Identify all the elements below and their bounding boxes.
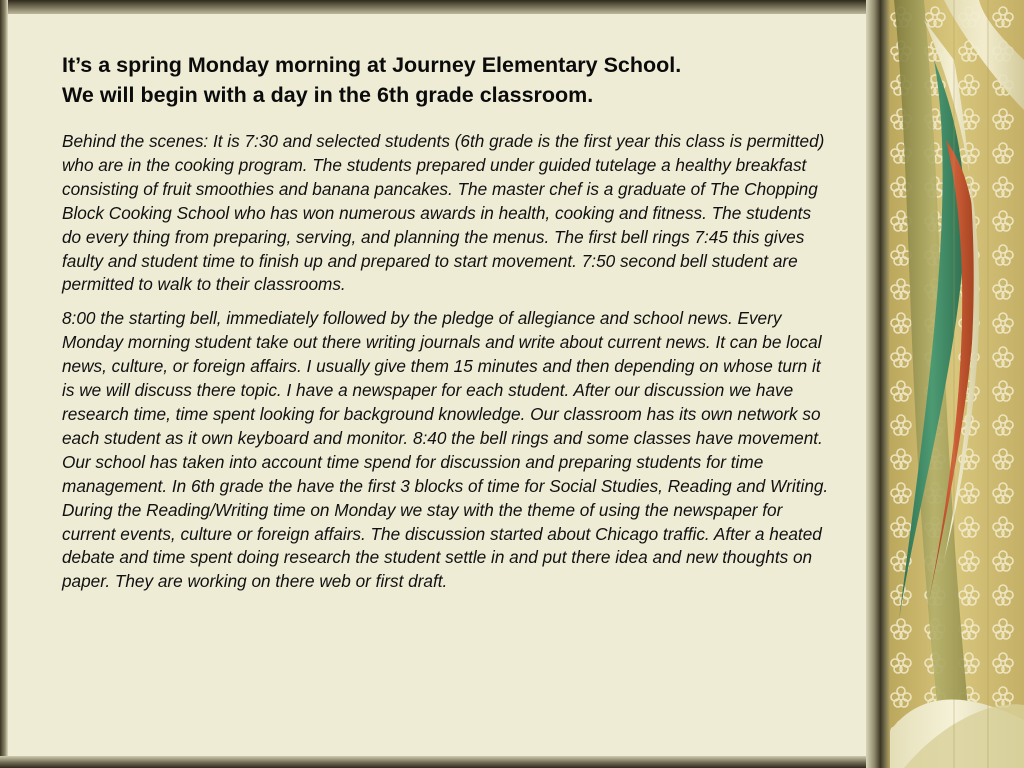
frame-bottom-border <box>0 756 880 768</box>
paragraph-morning-schedule: 8:00 the starting bell, immediately followed by the pledge of allegiance and school news. Every Monday morning student take out there writing journals and write about current news. It can be local news, culture, or foreign affairs. I usually give them 15 minutes and then depending on whose turn it is we will discuss there topic. I have a newspaper for each student. After our discussion we have research time, time spent looking for background knowledge. Our classroom has its own network so each student as it own keyboard and monitor. 8:40 the bell rings and some classes have movement. Our school has taken into account time spend for discussion and preparing students for time management. In 6th grade the have the first 3 blocks of time for Social Studies, Reading and Writing. During the Reading/Writing time on Monday we stay with the theme of using the newspaper for current events, culture or foreign affairs. The discussion started about Chicago traffic. After a heated debate and time spent doing research the student settle in and put there idea and new thoughts on paper. They are working on there web or first draft. <box>62 308 829 592</box>
frame-left-border <box>0 0 8 768</box>
frame-top-border <box>0 0 880 14</box>
decorative-floral-panel <box>884 0 1024 768</box>
heading-line-2: We will begin with a day in the 6th grade classroom. <box>62 83 594 107</box>
slide-content <box>62 50 832 604</box>
paragraph-behind-the-scenes: Behind the scenes: It is 7:30 and selected students (6th grade is the first year this class is permitted) who are in the cooking program. The students prepared under guided tutelage a healthy breakfast consisting of fruit smoothies and banana pancakes. The master chef is a graduate of The Chopping Block Cooking School who has won numerous awards in health, cooking and fitness. The students do every thing from preparing, serving, and planning the menus. The first bell rings 7:45 this gives faulty and student time to finish up and prepared to start movement. 7:50 second bell student are permitted to walk to their classrooms. <box>62 131 825 295</box>
frame-right-border <box>866 0 890 768</box>
heading-line-1: It’s a spring Monday morning at Journey Elementary School. <box>62 53 682 77</box>
slide-heading <box>62 50 832 110</box>
